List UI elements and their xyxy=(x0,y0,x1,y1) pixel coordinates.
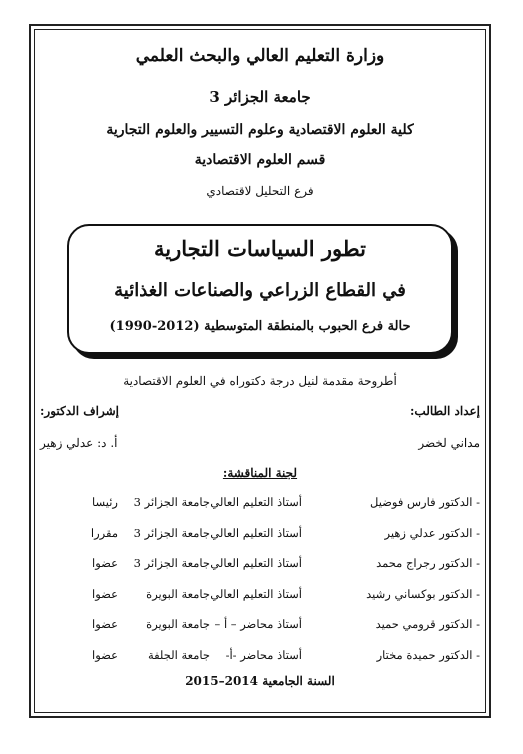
supervisor-name: أ. د: عدلي زهير xyxy=(40,436,118,450)
member-name: - الدكتور رجراج محمد xyxy=(376,556,480,571)
branch-heading: فرع التحليل لاقتصادي xyxy=(206,184,314,198)
member-rank: أستاذ التعليم العالي xyxy=(210,495,302,509)
member-role: عضوا xyxy=(92,617,118,632)
member-name: - الدكتور فارس فوضيل xyxy=(369,495,480,509)
university-heading: جامعة الجزائر 3 xyxy=(209,88,311,106)
title-box xyxy=(67,224,453,354)
member-rank: أستاذ محاضر -أ- xyxy=(225,647,302,662)
member-role: عضوا xyxy=(92,586,118,601)
thesis-note: أطروحة مقدمة لنيل درجة دكتوراه في العلوم الاقتصادية xyxy=(123,374,397,388)
thesis-cover-page xyxy=(40,34,480,710)
member-rank: أستاذ التعليم العالي xyxy=(210,586,302,601)
committee-list xyxy=(40,489,480,673)
committee-member-row xyxy=(40,550,480,581)
member-name: - الدكتور بوكساني رشيد xyxy=(366,586,480,601)
thesis-title-case: حالة فرع الحبوب بالمنطقة المتوسطية (2012-1990) xyxy=(109,319,411,334)
committee-title: لجنة المناقشة: xyxy=(222,466,298,480)
thesis-title-main: تطور السياسات التجارية xyxy=(154,236,366,261)
supervisor-label: إشراف الدكتور: xyxy=(40,404,120,418)
member-university: جامعة البويرة xyxy=(146,586,210,601)
prepared-by-label: إعداد الطالب: xyxy=(409,404,480,418)
member-university: جامعة البويرة xyxy=(146,617,210,632)
member-university: جامعة الجزائر 3 xyxy=(133,556,210,571)
member-university: جامعة الجلفة xyxy=(147,647,210,662)
committee-member-row xyxy=(40,489,480,520)
student-name: مداني لخضر xyxy=(418,436,480,450)
academic-year: السنة الجامعية 2014–2015 xyxy=(185,674,335,688)
member-name: - الدكتور عدلي زهير xyxy=(384,525,480,540)
thesis-title-sub: في القطاع الزراعي والصناعات الغذائية xyxy=(114,280,406,301)
committee-member-row xyxy=(40,581,480,612)
member-role: عضوا xyxy=(92,647,118,662)
member-name: - الدكتور قرومي حميد xyxy=(375,617,480,632)
member-rank: أستاذ التعليم العالي xyxy=(210,525,302,540)
member-university: جامعة الجزائر 3 xyxy=(133,495,210,509)
member-name: - الدكتور حميدة مختار xyxy=(376,647,480,662)
ministry-heading: وزارة التعليم العالي والبحث العلمي xyxy=(135,46,385,66)
committee-member-row xyxy=(40,642,480,673)
department-heading: قسم العلوم الاقتصادية xyxy=(194,152,326,168)
faculty-heading: كلية العلوم الاقتصادية وعلوم التسيير والعلوم التجارية xyxy=(106,122,414,138)
committee-member-row xyxy=(40,611,480,642)
member-role: رئيسا xyxy=(92,495,118,509)
member-rank: أستاذ التعليم العالي xyxy=(210,556,302,571)
committee-member-row xyxy=(40,520,480,551)
member-role: عضوا xyxy=(92,556,118,571)
member-university: جامعة الجزائر 3 xyxy=(133,525,210,540)
member-rank: أستاذ محاضر – أ – xyxy=(214,617,302,632)
member-role: مقررا xyxy=(90,525,118,540)
